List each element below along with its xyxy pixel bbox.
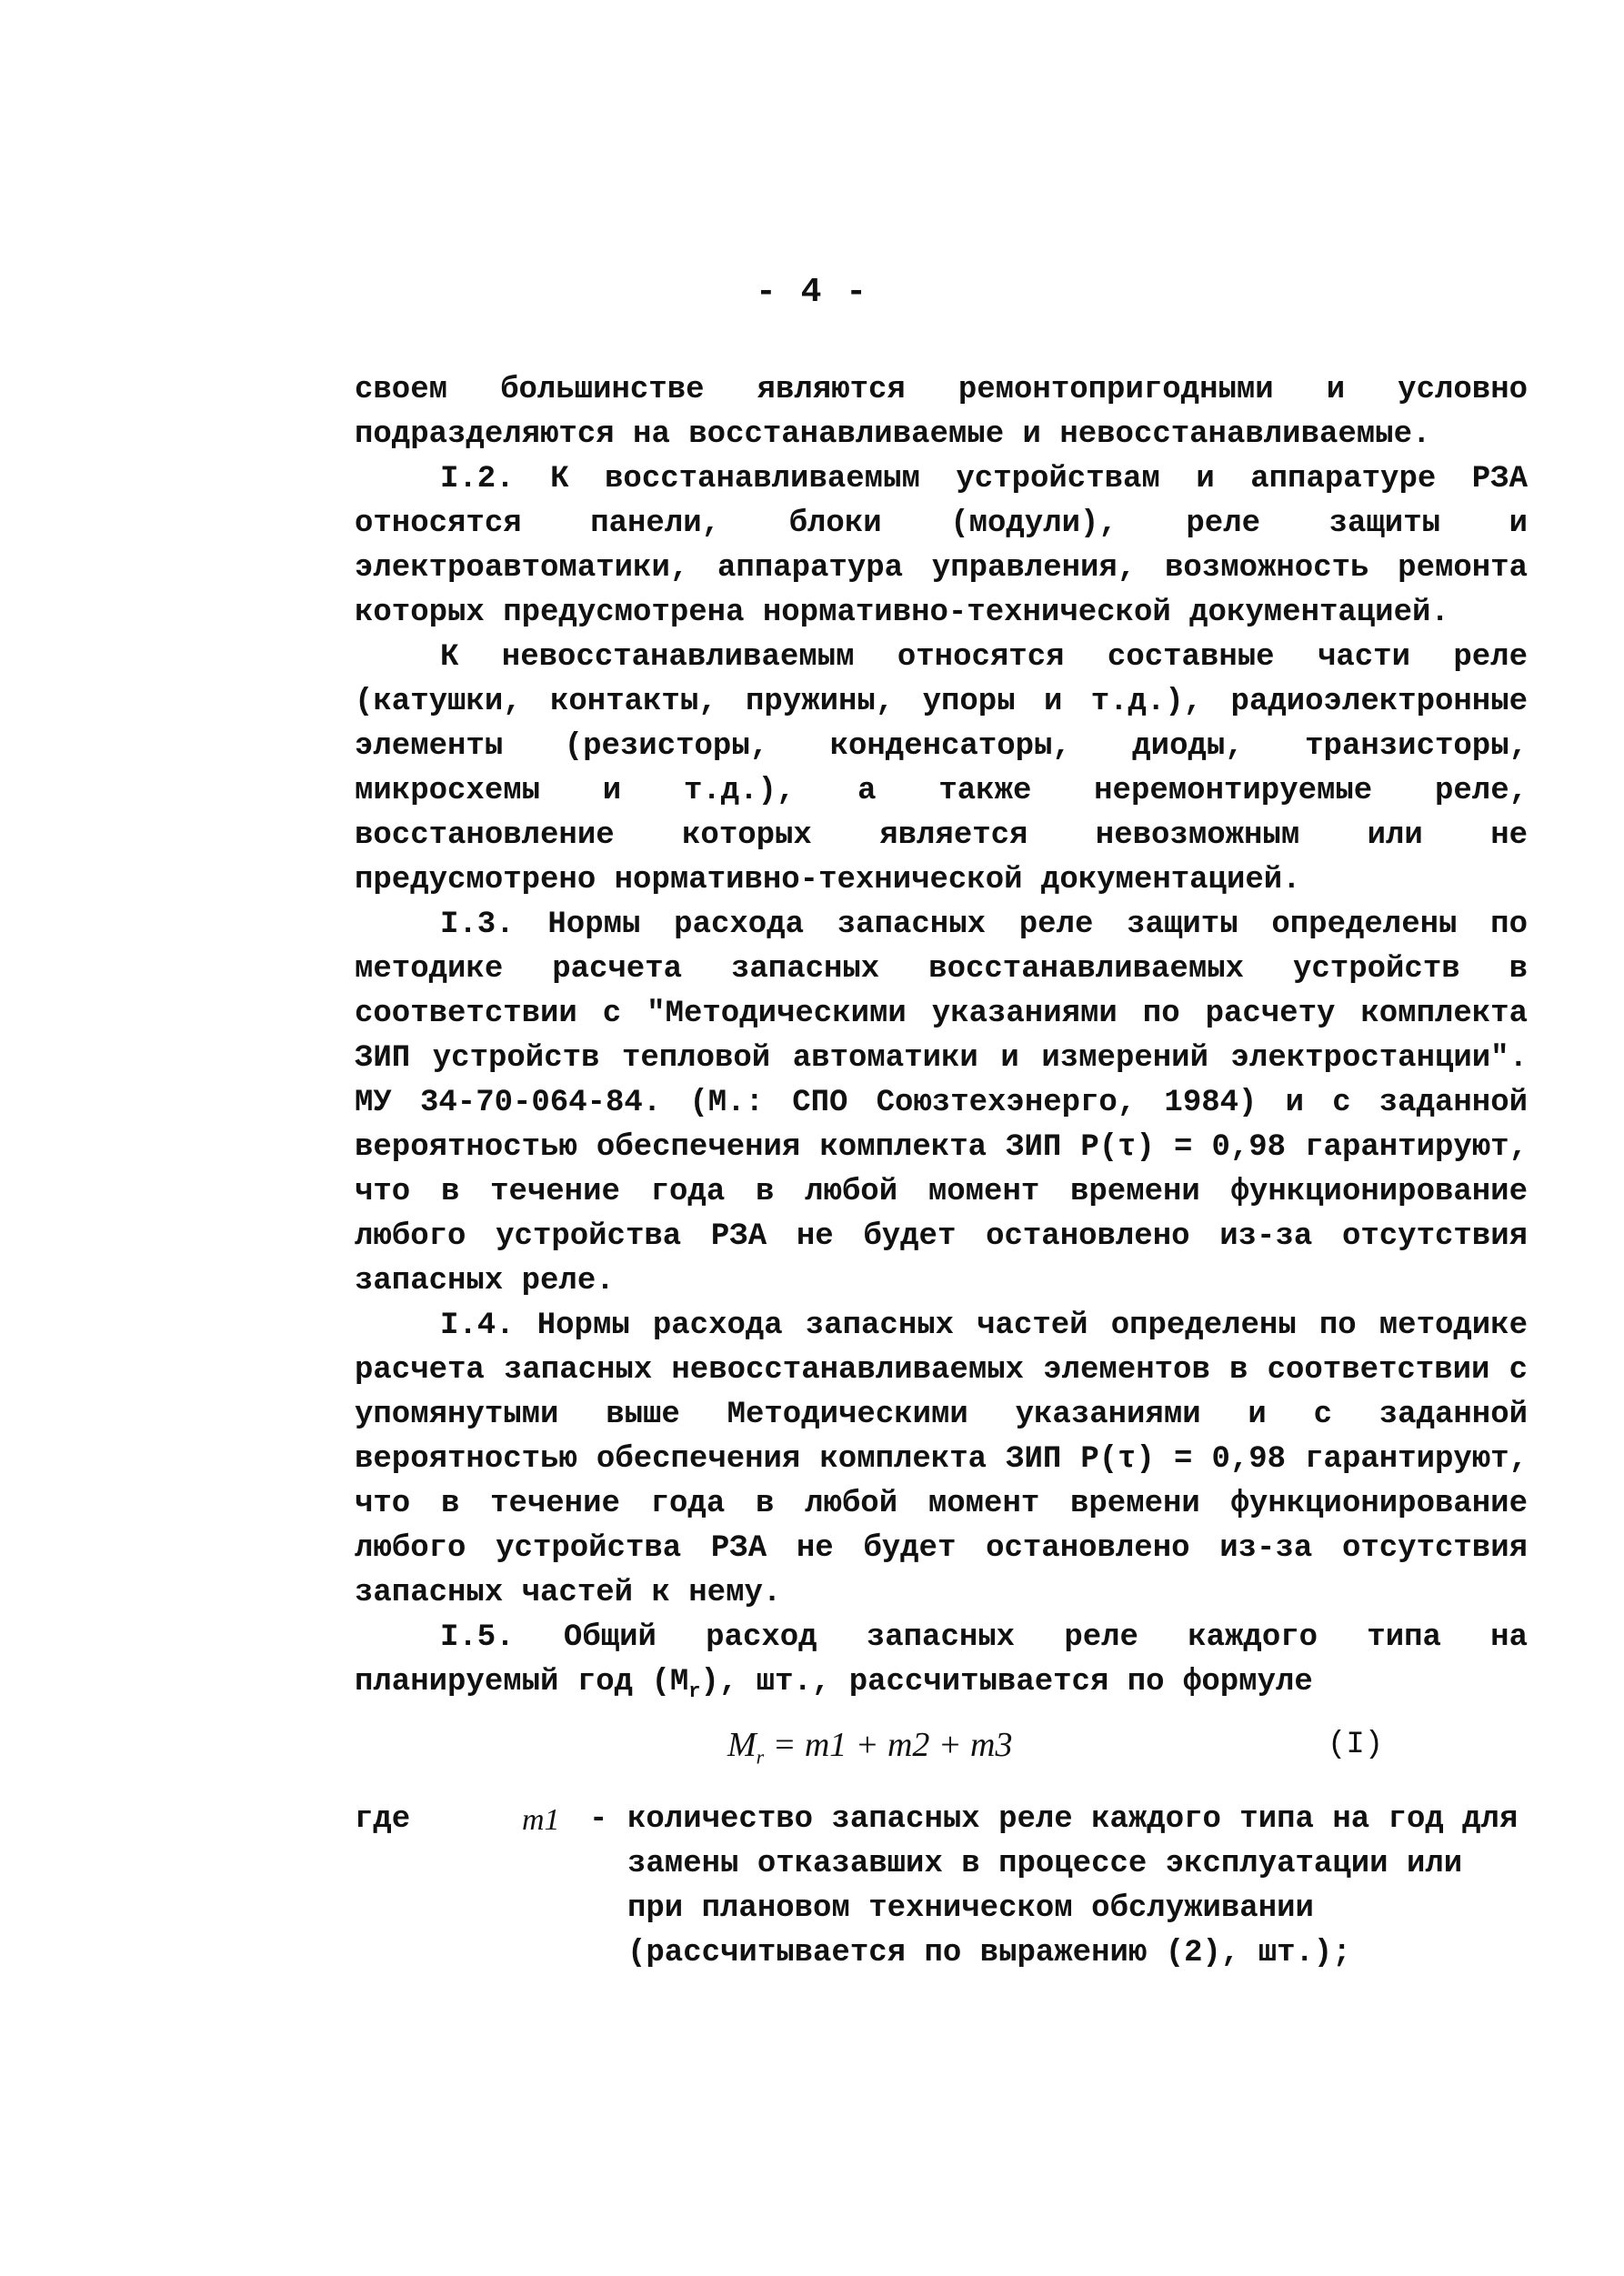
- formula-lhs: M: [727, 1726, 757, 1764]
- where-definition-block: [355, 1798, 1528, 1976]
- where-definition: количество запасных реле каждого типа на год для замены отказавших в процессе эксплуатации или при плановом техническом обслуживании (рассчитывается по выражению (2), шт.);: [627, 1802, 1519, 1970]
- where-label: где: [355, 1802, 411, 1837]
- paragraph-1-4: I.4. Нормы расхода запасных частей определены по методике расчета запасных невосстанавливаемых элементов в соответствии с упомянутыми выше Методическими указаниями и с заданной вероятностью обеспечения комплекта ЗИП Р(τ) = 0,98 гарантируют, что в течение года в любой момент времени функционирование любого устройства РЗА не будет остановлено из-за отсутствия запасных частей к нему.: [355, 1308, 1528, 1610]
- paragraph-1-5-subscript: r: [688, 1679, 701, 1703]
- formula-lhs-subscript: r: [756, 1745, 765, 1769]
- paragraph-continuation: своем большинстве являются ремонтопригодными и условно подразделяются на восстанавливаемые и невосстанавливаемые.: [355, 373, 1528, 452]
- formula: [727, 1723, 1012, 1768]
- paragraph-non-restorable: К невосстанавливаемым относятся составные части реле (катушки, контакты, пружины, упоры и т.д.), радиоэлектронные элементы (резисторы, конденсаторы, диоды, транзисторы, микросхемы и т.д.), а также неремонтируемые реле, восстановление которых является невозможным или не предусмотрено нормативно-технической документацией.: [355, 640, 1528, 897]
- where-symbol: m1: [522, 1803, 560, 1837]
- paragraph-1-3: I.3. Нормы расхода запасных реле защиты определены по методике расчета запасных восстанавливаемых устройств в соответствии с "Методическими указаниями по расчету комплекта ЗИП устройств тепловой автоматики и измерений электростанции". МУ 34-70-064-84. (М.: СПО Союзтехэнерго, 1984) и с заданной вероятностью обеспечения комплекта ЗИП Р(τ) = 0,98 гарантируют, что в течение года в любой момент времени функционирование любого устройства РЗА не будет остановлено из-за отсутствия запасных реле.: [355, 907, 1528, 1298]
- paragraph-1-2: I.2. К восстанавливаемым устройствам и аппаратуре РЗА относятся панели, блоки (модули), реле защиты и электроавтоматики, аппаратура управления, возможность ремонта которых предусмотрена нормативно-технической документацией.: [355, 462, 1528, 630]
- document-body: [355, 368, 1528, 1976]
- paragraph-1-5-text-start: I.5. Общий расход запасных реле каждого типа на планируемый год (M: [355, 1620, 1528, 1699]
- page-number: - 4 -: [755, 273, 869, 312]
- formula-number: (I): [1328, 1728, 1384, 1762]
- formula-row: [355, 1716, 1528, 1783]
- paragraph-1-5: [355, 1616, 1528, 1705]
- paragraph-1-5-text-end: ), шт., рассчитывается по формуле: [700, 1665, 1313, 1699]
- where-dash: -: [589, 1802, 608, 1837]
- formula-rhs: = m1 + m2 + m3: [764, 1726, 1013, 1764]
